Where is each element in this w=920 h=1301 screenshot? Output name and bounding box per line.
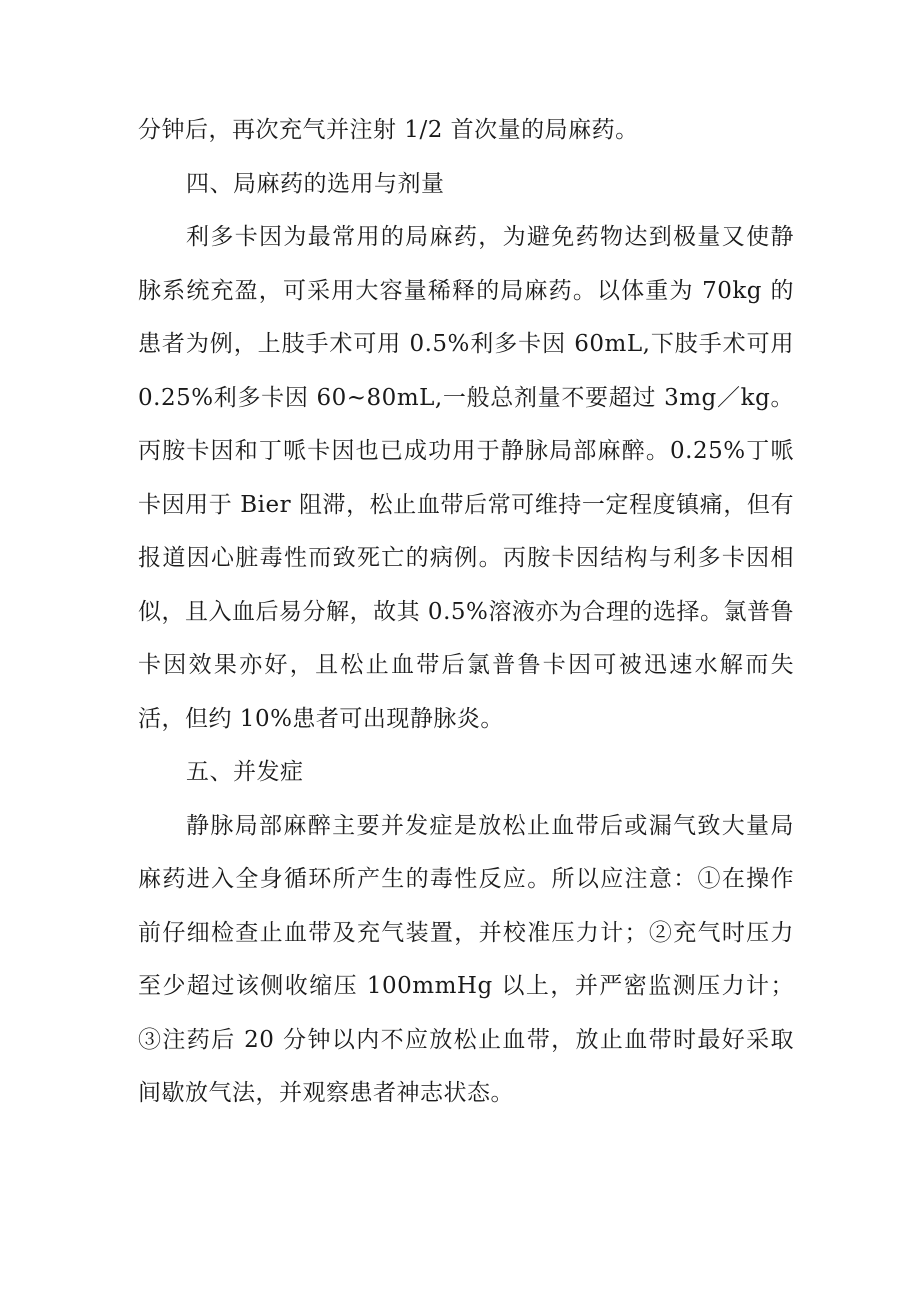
paragraph-dosage: 利多卡因为最常用的局麻药，为避免药物达到极量又使静脉系统充盈，可采用大容量稀释的局麻药。以体重为 70kg 的患者为例，上肢手术可用 0.5%利多卡因 60mL,下肢手术可用 0.25%利多卡因 60~80mL,一般总剂量不要超过 3mg／kg。丙胺卡因和丁哌卡因也已成功用于静脉局部麻醉。0.25%丁哌卡因用于 Bier 阻滞，松止血带后常可维持一定程度镇痛，但有报道因心脏毒性而致死亡的病例。丙胺卡因结构与利多卡因相似，且入血后易分解，故其 0.5%溶液亦为合理的选择。氯普鲁卡因效果亦好，且松止血带后氯普鲁卡因可被迅速水解而失活，但约 10%患者可出现静脉炎。 bbox=[138, 224, 794, 732]
section-heading-4: 四、局麻药的选用与剂量 bbox=[186, 170, 445, 197]
document-body bbox=[138, 104, 794, 1121]
section-heading-5: 五、并发症 bbox=[186, 759, 304, 785]
paragraph-continued: 分钟后，再次充气并注射 1/2 首次量的局麻药。 bbox=[138, 117, 639, 143]
paragraph-complications: 静脉局部麻醉主要并发症是放松止血带后或漏气致大量局麻药进入全身循环所产生的毒性反应。所以应注意：①在操作前仔细检查止血带及充气装置，并校准压力计；②充气时压力至少超过该侧收缩压 100mmHg 以上，并严密监测压力计；③注药后 20 分钟以内不应放松止血带，放止血带时最好采取间歇放气法，并观察患者神志状态。 bbox=[138, 812, 794, 1106]
